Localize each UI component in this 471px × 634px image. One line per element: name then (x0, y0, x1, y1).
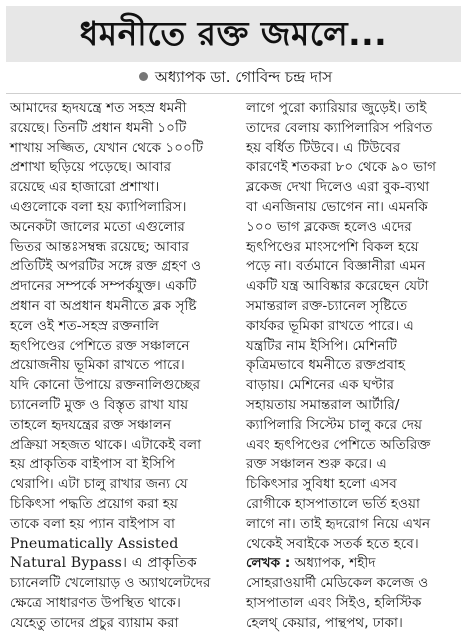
text-line: তাহলে হৃদযন্ত্রের রক্ত সঞ্চালন (10, 416, 172, 433)
bullet-icon (139, 72, 148, 81)
text-line: লাগে পুরো ক্যারিয়ার জুড়েই। তাই (246, 100, 427, 116)
text-line: রোগীকে হাসপাতালে ভর্তি হওয়া (246, 495, 420, 512)
text-line: চ্যানেলটি খেলোয়াড় ও অ্যাথলেটদের (10, 575, 211, 592)
text-line: বা এনজিনায় ভোগেন না। এমনকি (246, 198, 428, 215)
article-column-left (10, 99, 230, 634)
text-line: প্রক্রিয়া সহজত থাকে। এটাকেই বলা (10, 436, 202, 453)
text-line: রয়েছে। তিনটি প্রধান ধমনী ১০টি (10, 119, 187, 136)
author-credit-line: হাসপাতাল এবং সিইও, হলিস্টিক (246, 594, 422, 611)
text-line: কার্যকর ভূমিকা রাখতে পারে। এ (246, 317, 414, 334)
text-line: বাড়ায়। মেশিনের এক ঘণ্টার (246, 377, 394, 394)
text-line: হৃৎপিণ্ডের মাংসপেশি বিকল হয়ে (246, 238, 419, 255)
text-line: সহায়তায় সমান্তরাল আর্টারি/ (246, 396, 400, 413)
text-line: প্রতিটিই অপরটির সঙ্গে রক্ত গ্রহণ ও (10, 258, 202, 275)
text-line: সমান্তরাল রক্ত-চ্যানেল সৃষ্টিতে (246, 297, 408, 314)
text-line: ক্যাপিলারি সিস্টেম চালু করে দেয় (246, 416, 422, 433)
text-line: ভিতর আন্তঃসম্বন্ধ রয়েছে; আবার (10, 238, 189, 255)
text-line: প্রদানের সম্পর্কে সম্পর্কযুক্ত। একটি (10, 278, 197, 295)
text-line: প্রধান বা অপ্রধান ধমনীতে ব্লক সৃষ্টি (10, 297, 197, 314)
text-line: একটি যন্ত্র আবিষ্কার করেছেন যেটা (246, 278, 429, 295)
author-label: লেখক : (246, 555, 291, 572)
author-credit-line: সোহরাওয়ার্দী মেডিকেল কলেজ ও (246, 575, 429, 592)
text-line: যেহেতু তাদের প্রচুর ব্যায়াম করা (10, 614, 179, 631)
text-line: চ্যানেলটি মুক্ত ও বিস্তৃত রাখা যায় (10, 396, 189, 413)
text-line: যদি কোনো উপায়ে রক্তনালিগুচ্ছের (10, 377, 201, 394)
text-line: হয় বর্ধিত টিউবে। এ টিউবের (246, 139, 401, 156)
author-credit-line: হেলথ্ কেয়ার, পান্থপথ, ঢাকা। (246, 614, 403, 631)
author-credit-line (246, 554, 462, 574)
text-line: এবং হৃৎপিণ্ডের পেশিতে অতিরিক্ত (246, 436, 431, 453)
article-title: ধমনীতে রক্ত জমলে... (79, 14, 388, 53)
text-line: চিকিৎসার সুবিধা হলো এসব (246, 476, 397, 493)
text-line: হৃৎপিণ্ডের পেশিতে রক্ত সঞ্চালনে (10, 337, 190, 354)
divider (6, 93, 461, 94)
text-line: থেরাপি। এটা চালু রাখার জন্য যে (10, 476, 188, 493)
text-line: হলে ওই শত-সহস্র রক্তনালি (10, 317, 159, 334)
text-line: লাগে না। তাই হৃদরোগ নিয়ে এখন (246, 515, 431, 532)
text-line: যন্ত্রটির নাম ইসিপি। মেশিনটি (246, 337, 397, 354)
author-credit-text: অধ্যাপক, শহীদ (294, 555, 376, 572)
text-line: পড়ে না। বর্তমানে বিজ্ঞানীরা এমন (246, 258, 426, 275)
text-line: Pneumatically Assisted (10, 535, 179, 552)
text-line: রক্ত সঞ্চালন শুরু করে। এ (246, 456, 387, 473)
text-line: ক্ষেত্রে সাধারণত উপস্থিত থাকে। (10, 594, 181, 611)
text-line: তাদের বেলায় ক্যাপিলারিস পরিণত (246, 119, 433, 136)
text-line: চিকিৎসা পদ্ধতি প্রয়োগ করা হয় (10, 495, 178, 512)
text-line: এগুলোকে বলা হয় ক্যাপিলারিস। (10, 198, 187, 215)
article-column-right (246, 99, 462, 634)
text-line: অনেকটা জালের মতো এগুলোর (10, 218, 185, 235)
text-line: ১০০ ভাগ ব্লকেজ হলেও এদের (246, 218, 412, 235)
text-line: কারণেই শতকরা ৮০ থেকে ৯০ ভাগ (246, 159, 437, 176)
author-name: অধ্যাপক ডা. গোবিন্দ চন্দ্র দাস (154, 68, 333, 86)
text-line: আমাদের হৃদযন্ত্রে শত সহস্র ধমনী (10, 100, 187, 116)
text-line: কৃত্রিমভাবে ধমনীতে রক্তপ্রবাহ (246, 357, 405, 374)
text-line: রয়েছে এর হাজারো প্রশাখা। (10, 179, 160, 196)
text-line: Natural Bypass। এ প্রাকৃতিক (10, 555, 197, 572)
text-line: শাখায় সজ্জিত, যেখান থেকে ১০০টি (10, 139, 204, 156)
text-line: থেকেই সবাইকে সতর্ক হতে হবে। (246, 535, 419, 552)
text-line: তাকে বলা হয় প্যান বাইপাস বা (10, 515, 175, 532)
text-line: ব্লকেজ দেখা দিলেও এরা বুক-ব্যথা (246, 179, 430, 196)
text-line: হয় প্রাকৃতিক বাইপাস বা ইসিপি (10, 456, 175, 473)
text-line: প্রশাখা ছড়িয়ে পড়েছে। আবার (10, 159, 172, 176)
byline (0, 66, 471, 88)
text-line: প্রয়োজনীয় ভূমিকা রাখতে পারে। (10, 357, 185, 374)
